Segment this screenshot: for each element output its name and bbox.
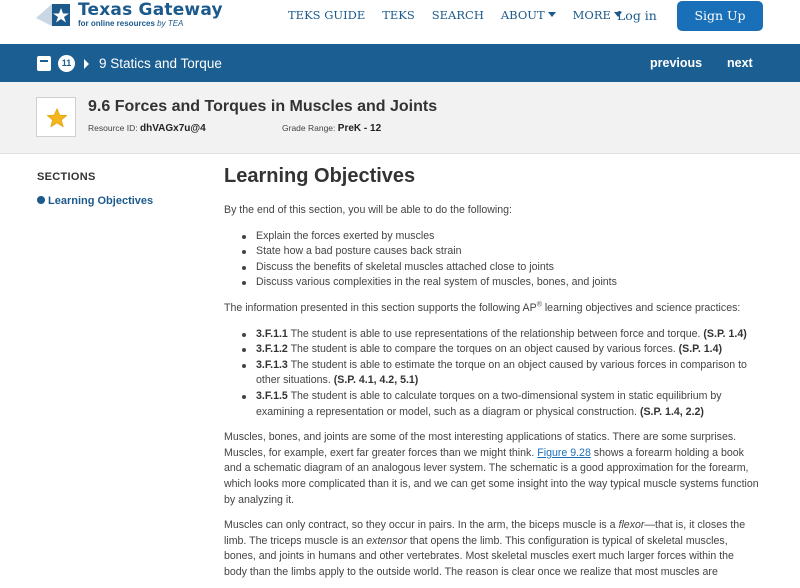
standards-list (240, 327, 759, 421)
caret-right-icon[interactable] (84, 59, 89, 69)
sidebar-item-learning-objectives[interactable]: Learning Objectives (37, 195, 153, 207)
list-item: Explain the forces exerted by muscles (240, 229, 759, 245)
main-content (224, 163, 759, 588)
intro-text: By the end of this section, you will be able to do the following: (224, 204, 512, 216)
chapter-title[interactable]: 9 Statics and Torque (99, 56, 222, 71)
texas-gateway-logo[interactable] (36, 0, 223, 32)
nav-more[interactable]: MORE (573, 8, 622, 22)
top-header (0, 0, 800, 44)
figure-link[interactable]: Figure 9.28 (537, 446, 591, 459)
logo-subtitle: for online resources by TEA (78, 19, 184, 28)
nav-search[interactable]: SEARCH (431, 8, 484, 22)
chapter-badge[interactable]: 11 (58, 55, 75, 72)
nav-about[interactable]: ABOUT (501, 8, 556, 22)
objectives-list (240, 229, 759, 291)
list-item: State how a bad posture causes back strain (240, 244, 759, 260)
list-item: 3.F.1.5 The student is able to calculate torques on a two-dimensional system in static equilibrium by examining a representation or model, such as a diagram or physical construction. (S.P. 1.4, 2.2) (240, 389, 759, 420)
next-link[interactable]: next (727, 56, 753, 70)
list-item: 3.F.1.3 The student is able to estimate the torque on an object caused by various forces in comparison to other situations. (S.P. 4.1, 4.2, 5.1) (240, 358, 759, 389)
nav-teks[interactable]: TEKS (382, 8, 415, 22)
main-nav (288, 8, 639, 22)
page-title: Learning Objectives (224, 165, 416, 187)
list-item: 3.F.1.2 The student is able to compare the torques on an object caused by various forces. (S.P. 1.4) (240, 342, 759, 358)
list-item: Discuss various complexities in the real system of muscles, bones, and joints (240, 275, 759, 291)
star-icon (46, 107, 68, 129)
chapter-bar (0, 44, 800, 82)
list-item: Discuss the benefits of skeletal muscles attached close to joints (240, 260, 759, 276)
favorite-button[interactable] (36, 97, 76, 137)
sections-heading: SECTIONS (37, 171, 96, 183)
signup-button[interactable]: Sign Up (677, 1, 763, 31)
book-icon[interactable] (37, 56, 51, 71)
body-paragraph: Muscles can only contract, so they occur in pairs. In the arm, the biceps muscle is a flexor—that is, it closes the limb. The triceps muscle is an extensor that opens the limb. This configuration is typical of skeletal muscles, bones, and joints in humans and other vertebrates. Most skeletal muscles exert much larger forces within the body than the limbs apply to the outside world. The reason is clear once we realize that most muscles are (224, 519, 746, 578)
login-link[interactable]: Log in (617, 8, 657, 23)
texas-star-icon (36, 0, 74, 30)
chevron-down-icon (548, 12, 556, 17)
logo-title: Texas Gateway (78, 0, 223, 20)
previous-link[interactable]: previous (650, 56, 703, 70)
bullet-icon (37, 196, 45, 204)
grade-range: Grade Range: PreK - 12 (282, 123, 382, 134)
resource-title: 9.6 Forces and Torques in Muscles and Joints (88, 98, 438, 115)
resource-id: Resource ID: dhVAGx7u@4 (88, 123, 206, 134)
list-item: 3.F.1.1 The student is able to use representations of the relationship between force and torque. (S.P. 1.4) (240, 327, 759, 343)
resource-header (0, 82, 800, 154)
nav-teks-guide[interactable]: TEKS GUIDE (288, 8, 366, 22)
ap-intro-text: The information presented in this section supports the following AP® learning objectives and science practices: (224, 301, 741, 314)
body-paragraph: Muscles, bones, and joints are some of the most interesting applications of statics. There are some surprises. Muscles, for example, exert far greater forces than we might think. Figure 9.28 shows a forearm holding a book and a schematic diagram of an analogous lever system. The schematic is a good approximation for the forearm, which looks more complicated than it is, and we can get some insight into the way typical muscle systems function by analyzing it. (224, 431, 759, 506)
